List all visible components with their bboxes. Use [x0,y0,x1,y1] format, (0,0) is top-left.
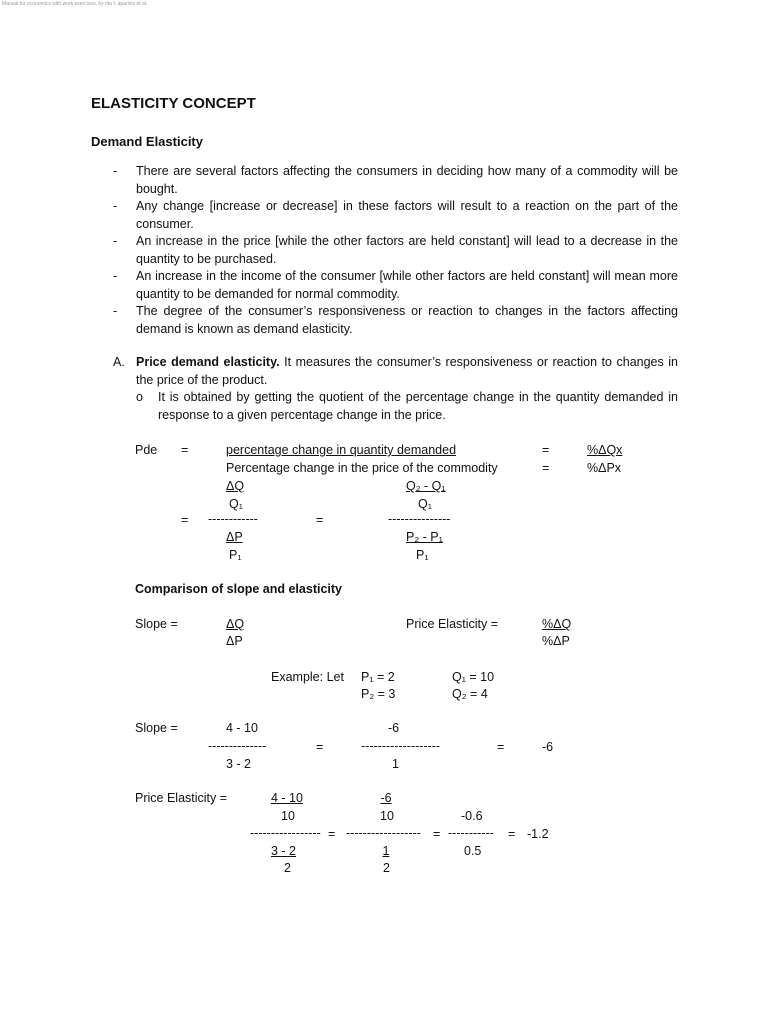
section-a-subpoint: It is obtained by getting the quotient of the percentage change in the quantity demanded in response to a given percentage change in the price. [158,390,678,422]
bullet-text: There are several factors affecting the consumers in deciding how many of a commodity will be bought. [136,164,678,196]
pde-numerator-short: %ΔQx [587,443,623,457]
p1: P₁ [229,548,242,562]
pe-fraction-bar-c: ----------- [448,826,494,840]
pe-numerator: %ΔQ [542,617,572,631]
pe-calc-n3: -0.6 [461,809,483,823]
list-item [113,198,678,233]
p1-value: P₁ = 2 [361,670,395,684]
slope-calc-numerator: 4 - 10 [226,721,258,735]
pe-equals-a: = [328,827,336,841]
slope-denominator: ΔP [226,634,243,648]
slope-calc-denominator: 3 - 2 [226,757,252,771]
pe-fraction-bar-b: ------------------ [346,826,421,840]
pe-calc-n1-den: 10 [281,809,295,823]
comparison-heading: Comparison of slope and elasticity [135,582,342,596]
section-a-text [136,354,678,389]
slope-calc-num2: -6 [388,721,400,735]
section-a-definition: It measures the consumer’s responsiveness or reaction to changes in the price of the product. [136,355,678,387]
q2-value: Q₂ = 4 [452,687,488,701]
slope-numerator: ΔQ [226,617,245,631]
slope-label: Slope = [135,617,178,631]
delta-p: ΔP [226,530,243,544]
bullet-text: The degree of the consumer’s responsiveness or reaction to changes in the factors affecting demand is known as demand elasticity. [136,304,678,336]
pe-calc-d1: 3 - 2 [271,844,297,858]
delta-q: ΔQ [226,479,245,493]
pe-fraction-bar-a: ----------------- [250,826,321,840]
pde-denominator-text: Percentage change in the price of the commodity [226,461,498,475]
circle-bullet-icon: o [136,390,143,404]
p1-b: P₁ [416,548,429,562]
bullet-dash: - [113,304,118,318]
q1-b: Q₁ [418,497,432,511]
pe-equals-b: = [433,827,441,841]
pde-denominator-short: %ΔPx [587,461,622,475]
pe-calc-n1: 4 - 10 [271,791,303,805]
slope-equals: = [316,740,324,754]
pde-numerator-text: percentage change in quantity demanded [226,443,457,457]
bullet-dash: - [113,234,118,248]
bullet-text: Any change [increase or decrease] in these factors will result to a reaction on the part of the consumer. [136,199,678,231]
bullet-dash: - [113,164,118,178]
p2-value: P₂ = 3 [361,687,396,701]
p2-minus-p1: P₂ - P₁ [406,530,443,544]
pe-equals-c: = [508,827,516,841]
pe-calc-d2: 1 [382,844,390,858]
bullet-list [113,163,678,338]
pe-calc-n2: -6 [380,791,392,805]
header-note: Manual for economics with work exercises, by rita f. aparicio et al. [2,1,148,7]
pde-label: Pde [135,443,158,457]
pe-calc-d1-den: 2 [284,861,291,875]
pde-equals-3: = [542,461,550,475]
pde-equals-5: = [316,513,324,527]
slope-equals-2: = [497,740,505,754]
pde-equals: = [181,443,189,457]
pe-calc-label: Price Elasticity = [135,791,228,805]
section-a-label: A. [113,355,125,369]
slope-fraction-bar: -------------- [208,739,267,753]
pe-calc-n2-den: 10 [380,809,394,823]
page-title: ELASTICITY CONCEPT [91,95,256,112]
fraction-bar-2: --------------- [388,512,451,526]
bullet-text: An increase in the price [while the other factors are held constant] will lead to a decrease in the quantity to be purchased. [136,234,678,266]
section-a [113,354,678,424]
list-item [113,303,678,338]
list-item [113,268,678,303]
slope-fraction-bar-2: ------------------- [361,739,441,753]
pe-calc-d3: 0.5 [464,844,482,858]
fraction-bar-1: ------------ [208,512,258,526]
pde-equals-4: = [181,513,189,527]
slope-calc-label: Slope = [135,721,178,735]
pe-calc-d2-den: 2 [383,861,390,875]
slope-result: -6 [542,740,554,754]
pde-equals-2: = [542,443,550,457]
example-label: Example: Let [271,670,344,684]
pe-denominator: %ΔP [542,634,570,648]
list-item [113,163,678,198]
q1-value: Q₁ = 10 [452,670,495,684]
q2-minus-q1: Q₂ - Q₁ [406,479,446,493]
pe-result: -1.2 [527,827,549,841]
slope-calc-den2: 1 [392,757,399,771]
q1: Q₁ [229,497,243,511]
bullet-dash: - [113,269,118,283]
section-a-bold: Price demand elasticity. [136,355,280,369]
price-elasticity-label: Price Elasticity = [406,617,499,631]
bullet-text: An increase in the income of the consumer [while other factors are held constant] will mean more quantity to be demanded for normal commodity. [136,269,678,301]
list-item [113,233,678,268]
demand-elasticity-heading: Demand Elasticity [91,134,203,149]
bullet-dash: - [113,199,118,213]
